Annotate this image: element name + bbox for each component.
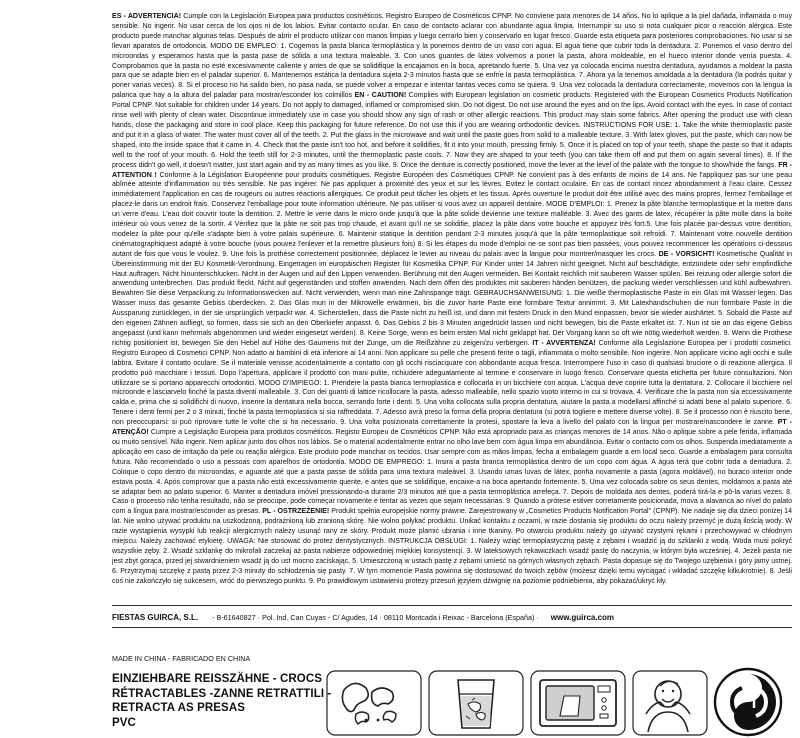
made-in-label: MADE IN CHINA - FABRICADO EN CHINA (112, 654, 251, 663)
de-warning-text: Kosmetische Qualität in Übereinstimmung mit der EU Kosmetik-Verordnung. Eingetragen im europäischen Register für Kosmetika CPNP. Für Kinder unter 14 Jahren nicht geeignet. Nicht auf beschädigte, entzündete oder sehr empfindliche Haut auftragen. Nicht hinunterschlucken. Nicht in der Augen und auf den Lippen verwenden. Berührung mit den Augen vermeiden. Bei Kontakt reichlich mit sauberem Wasser spülen. Bei reizung oder allergie sofort die anwendung unterbrechen. Das produkt fleckt. Nicht auf gegenständen und stoffen anwenden. Nach dem öffen des produktes mit sauberen händen benützen, die packung wieder verschliessen und kühl aufbewahren. Bewahren Sie diese Verpackung zu Informationswecken auf. Nicht verwenden, wenn man eine Zahnspange trägt. GEBRAUCHSANWEISUNG: 1. Die weiße thermoplastische Paste in ein Glas mit Wasser legen. Das Wasser muss das gesamte Gebiss überdecken. 2. Das Glas mun in der Mikrowelle erwärmen, bis die zuvor harte Paste eine formbare Textur annimmt. 3. Mit Latexhandschuhen die nun formbare Paste in die Aussparung zurücklegen, in der sie ursprünglich verpackt war. 4. Sicherstellen, dass die Paste nicht zu heiß ist, und dann mit festem Druck in den Mund einpassen, bevor sie wieder aushärtet. 5. Sobald die Paste auf den eigenen Zähnen aufliegt, so formen, dass sie sich an den Oberkiefer anpasst. 6. Das Gebiss 2 bis 3 Minuten angedrückt lassen und nicht bewegen, bis die Paste erkaltet ist. 7. Nun ist sie an das eigene Gebiss angepasst (und kann mehrmals abgenommen und wieder eingesetzt werden). 8. Keine Sorge, wenn es beim ersten Mal nicht geklappt hat. Der Vorgang kann so oft wie nötig wiederholt werden. 9. Wenn die Prothese richtig positioniert ist, bewegen Sie den Hebel auf Höhe des Gaumens mit der Zunge, um die Reißzähne zu zeigen/zu verbergen. (112, 250, 792, 347)
company-line (112, 613, 792, 622)
pt-warning-text: Cumpre a Legislação Europeia para produtos cosméticos. Registo Europeu de Cosméticos CPNP. Não está apropriado para as crianças menores de 14 anos. Não o aplique sobre a pele ferida, inflamada ou muito sensível. Não ingerir. Nem aplicar junto dos olhos nos lábios. Se o material acidentalmente entrar no olho lave bem com água limpa em abundância. Evitar o contacto com os olhos. Suspenda imediatamente a aplicação em caso de irritação da pele ou reação alérgica. Este produto pode manchar os tecidos. Usar sempre com as mãos limpas, fecha a embalagem guarde a em local seco. Guarde a embalagem para consulta futura. Não recomendado o uso a pessoas com aparelhos de ortodontia. MODO DE EMPREGO: 1. Insira a pasta branca termoplástica dentro de um copo com água. A água terá que cobrir toda a dentadura. 2. Coloque o copo dentro do microondas, e aguarde até que a pasta passe de sólida para uma textura maleável. 3. Usando umas luvas de látex, ponha novamente a pasta (agora moldável), no buraco interior onde estava posta. 4. Após comprovar que a pasta não está excessivamente quente, e antes que se solidifique, encaixe-a na boca apertando fortemente. 5. Uma vez colocada sobre os seus dentes, moldamos a pasta até se adaptar bem ao palato superior. 6. Manter a dentadura imóvel pressionando-a durante 2/3 minutos até que a pasta termoplástica arrefeça. 7. Depois de moldada aos dentes, poderá tirá-la e pô-la varias vezes. 8. Caso o processo não tenha resultado, não se preocupe, pode começar novamente e tentar as vezes que sejam necessárias. 9. Quando a prótese estiver corretamente posicionada, mova a alavanca ao nível do palato com a língua para mostrar/esconder as presas. (112, 429, 792, 516)
pl-warning-text: Produkt spełnia europejskie normy prawne. Zarejestrowany w „Cosmetics Products Notification Portal" (CPNP). Nie nadaje się dla dzieci poniżej 14 lat. Nie wolno używać produktu na uszkodzoną, podrażnioną lub zranioną skórę. Nie wolno połykać produktu. Unikać kontaktu z oczami, w razie dostania się produktu do oczu należy przemyć je dużą ilością wody. W razie wystąpienia wysypki lub reakcji alergicznych należy usunąć rany ze skóry. Produkt może plamić ubrania i inne tkaniny. Po otwarciu produktu należy go używać czystymi rękami i przechowywać w chłodnym miejscu. Należy zachować etykietę. UWAGA: Nie stosować do protez dentystycznych. INSTRUKCJA OBSŁUGI: 1. Należy wziąć termoplastyczną pastę z zębami i wsadzić ją do szklanki z wodą. Woda musi pokryć wszystkie zęby. 2. Wsadź szklankę do mikrofali zaczekaj aż pasta nabierze odpowiedniej miękkiej konsystencji. 3. W lateksowych rękawiczkach wsadź pastę do naczynia, w którym była wcześniej. 4. Jeżeli pasta nie jest zbyt gorąca, przed jej stwardnieniem wsadź ją do ust mocno zaciskając. 5. Umieszczoną w ustach pastę z zębami umieść na górnych własnych zębach. Pasta dopasuje się do Twojego uzębienia i góry jamy ustnej. 6. Przytrzymaj szczękę z pastą przez 2-3 minuty do schłodzenia się pasty. 7. W tym momencie Pasta powinna się dostosować do twoich zębów (możesz dzięki temu wyciągać i wkładać szczękę kilkukrotnie). 8. Jeśli coś nie zakończyło się sukcesem, wróć do pierwszego punktu. 9. Po prawidłowym ustawieniu protezy przesuń języiem dźwignię na poziomie podniebienia, aby pokazać/ukryć kły. (112, 508, 792, 585)
dentures-icon (326, 670, 422, 736)
recycling-green-dot-icon (712, 666, 784, 738)
es-warning-label: ES - ADVERTENCIA! (112, 13, 182, 20)
pt-warning-label: PT - ATENÇÃO! (112, 419, 792, 437)
company-name: FIESTAS GUIRCA, S.L. (112, 613, 199, 622)
company-address: - B-61640827 · Pol. Ind. Can Cuyas - C/ Agudes, 14 · 08110 Montcada i Reixac - Barcelona (España) · (212, 613, 539, 622)
company-website: www.guirca.com (550, 613, 615, 622)
microwave-icon (530, 670, 626, 736)
en-warning-label: EN - CAUTION! (354, 92, 407, 100)
product-title-line-1: EINZIEHBARE REISSZÄHNE - CROCS (112, 673, 323, 685)
multilingual-warning-text (112, 12, 792, 600)
it-warning-label: IT - AVVERTENZA! (532, 339, 596, 347)
product-title-line-2: RÉTRACTABLES -ZANNE RETRATTILI - (112, 687, 332, 700)
product-title-line-4: PVC (112, 716, 136, 729)
fr-warning-label: FR - ATTENTION ! (112, 161, 792, 179)
en-warning-text: Complies with European legislation on cosmetic products. Registered with the European Cosmetics Products Notification Portal CPNP. Not suitable for children under 14 years. Do not apply to damaged, inflamed or compromised skin. Do not digest. Do not use around the eyes and on the lips. Avoid contact with the eyes. In case of contact rinse well with plenty of clean water. Discontinue immediately use in case you should show any sign of rash or other allergic reactions. This product may stain some fabrics. After opening the product use with clean hands, close the packaging and store in cool place. Keep this packaging for future reference. Do not use this if you are wearing orthodontic devices. INSTRUCTIONS FOR USE: 1. Take the white thermoplastic paste and put it in a glass of water. The water must cover all of the teeth. 2. Put the glass in the microwave and wait until the paste goes from solid to a malleable texture. 3. With latex gloves, put the paste, which can now be shaped, into the inside space that it came in. 4. Check that the paste isn't too hot, and before it solidifies, fit it into your mouth, pressing firmly. 5. Once it is placed on top of your teeth, shape the paste so that it adapts well to the roof of your mouth. 6. Hold the teeth still for 2-3 minutes, until the thermoplastic paste cools. 7. Now they are shaped to your teeth (you can take them off and put them on again several times). 8. If the process didn't go well, it doesn't matter, just start again and try as many times as you like. 9. Once the denture is correctly positioned, move the lever at the level of the palate with the tongue to show/hide the fangs. (112, 92, 792, 169)
top-divider (112, 605, 792, 606)
bottom-divider (112, 627, 792, 628)
glass-of-water-icon (428, 670, 524, 736)
de-warning-label: DE - VORSICHT! (658, 250, 715, 258)
product-title-line-3: RETRACTA AS PRESAS (112, 702, 245, 714)
es-warning-text: Cumple con la Legislación Europea para productos cosméticos. Registro Europeo de Cosméticos CPNP. No conviene para menores de 14 años. No lo aplique a la piel dañada, inflamada o muy sensible. No ingerir. No usar cerca de los ojos ni de los labios. Evitar contacto ocular. En caso de contacto aclarar con abundante agua limpia. Interrumpir su uso si nota cualquier picor o reacción alérgica. Este producto puede manchar algunas telas. Después de abrir el producto utilizar con manos limpias y luego cerrarlo bien y conservarlo en lugar fresco. Guarde esta etiqueta para posteriores comprobaciones. No usar si se llevan aparatos de ortodoncia. MODO DE EMPLEO: 1. Cogemos la pasta blanca termoplástica y la ponemos dentro de un vaso con agua. El agua tiene que cubrir toda la dentadura. 2. Ponemos el vaso dentro del microondas y esperamos hasta que la pasta pase de sólida a una textura maleable. 3. Con unos guantes de látex volvemos a poner la pasta, ahora moldeable, en el hueco interior donde venía puesta. 4. Comprobamos que la pasta no esté excesivamente caliente y antes de que se solidifique la encajamos en la boca, apretando fuerte. 5. Una vez ya colocada encima nuestra dentadura, ayudamos a moldear la pasta para que se adapte bien en el paladar superior. 6. Mantenemos estática la dentadura sujeta 2-3 minutos hasta que se enfríe la pasta termoplástica. 7. Ahora ya la tenemos amoldada a la dentadura (la podrás quitar y poner varias veces). 8. Si el proceso no ha salido bien, no pasa nada, se puede volver a empezar e intentar tantas veces como se quiera. 9. Una vez colocada la dentadura correctamente, movemos con la lengua la palanca que hay a la altura del paladar para mostrar/esconder los colmillos (112, 13, 792, 100)
it-warning-text: Conforme alla Legislazione Europea per i prodotti cosmetici. Registro Europeo di Cosmetici CPNP. Non adatto ai bambini di età inferiore ai 14 anni. Non applicare su pelle che presenti ferite o tagli, infiammata o molto sensibile. Non ingerire. Non applicare vicino agli occhi e sulle labbra. Evitare il contatto oculare. Se il materiale venisse accidentalmente a contatto con gli occhi risciacquare con abbondante acqua fresca. Interrompere l'uso in caso di qualsiasi bruciore o di reazione allergica. Il prodotto può macchiare i tessuti. Dopo l'apertura, applicare il prodotto con mani pulite, richiudere adeguatamente al termine e conservare in luogo fresco. Conservare questa etichetta per future consultazioni. Non utilizzare se si portano apparecchi ortodontici. MODO D'IMPIEGO: 1. Prendere la pasta bianca termoplastica e collocarla in un bicchiere con acqua. L'acqua deve coprire tutta la dentatura. 2. Collocare il bicchiere nel microonde e lasciarvelo finché la pasta diventi malleabile. 3. Con dei guanti di lattice ricollocare la pasta, adesso malleabile, nello spazio vuoto interno in cui si trovava. 4. Verificare che la pasta non sia eccessivamente calda e, prima che si solidifichi di nuovo, inserire la dentatura nella bocca, serrando forte i denti. 5. Una volta collocata sulla propria dentatura, aiutare la pasta a modellarsi affinché si adatti bene al palato superiore. 6. Tenere i denti fermi per 2 o 3 minuti, finché la pasta termoplastica si sia raffreddata. 7. Adesso avrà preso la forma della propria dentatura (si potrà togliere e mettere diverse volte). 8. Se il processo non è riuscito bene, non preoccuparsi: si può riprovare tutte le volte che si ha necessario. 9. Una volta posizionata correttamente la protesi, spostare la leva a livello del palato con la lingua per mostrare/nascondere le zanne. (112, 339, 792, 427)
product-title (112, 672, 332, 730)
fr-warning-text: Conforme à la Législation Européenne pour produits cosmétiques. Registre Européen des Cosmétiques CPNP. Ne convient pas à des enfants de moins de 14 ans. Ne l'appliquez pas sur une peau abîmée atteinte d'inflammation ou très sensible. Ne pas ingérer. Ne pas appliquer à proximité des yeux et sur les lèvres. Evitez le contact oculaire. En cas de contact rincez abondamment à l'eau claire. Cessez immédiatement l'application en cas de rougeurs ou autres réactions allergiques. Ce produit peut tâcher les objets et les tissus. Après ouverture le produit doit être utilisé avec des mains propres, fermez l'emballage et placez-le dans un endroit frais. Conservez l'emballage pour toute information ultérieure. Ne pas utiliser si vous avez un appareil dentaire. MODE D'EMPLOI: 1. Prenez la pâte blanche termoplastique et la mettre dans un verre d'eau. L'eau doit couvrir toute la dentition. 2. Mettre le verre dans le micro onde jusqu'à que la pâte solide devienne une texture malléable. 3. Avec des gants de latex, récupérer la pâte molle dans la boite intérieur où vous venez de la sortir. 4 Vérifiez que la pâte ne soit pas trop chaude, et avant qu'il ne se solidifie, placez la pâte dans votre bouche et appuyez très fort.5. Une fois placée par-dessus votre dentition, modelez la pâte pour qu'elle s'adapte bien à votre palais supérieure. 6. Maintenir statique la dentition pendant 2-3 minutes jusqu'à que la pâte termoplastique soit refroidi. 7. Maintenant votre nouvelle dentition cinématographiquest adapté à votre bouche (vous pouvez l'enlever et la remettre plusieurs fois) 8. Si les étapes du mode d'emploi ne se sont pas bien passées, vous pouvez recommencer les opérations ci-dessous autant de fois que vous le voulez. 9. Une fois la prothèse correctement positionnée, déplacez le levier au niveau du palais avec la langue pour montrer/masquer les crocs. (112, 171, 792, 258)
person-with-fangs-icon (632, 670, 708, 736)
pl-warning-label: PL - OSTRZEŻENIE! (262, 508, 330, 516)
